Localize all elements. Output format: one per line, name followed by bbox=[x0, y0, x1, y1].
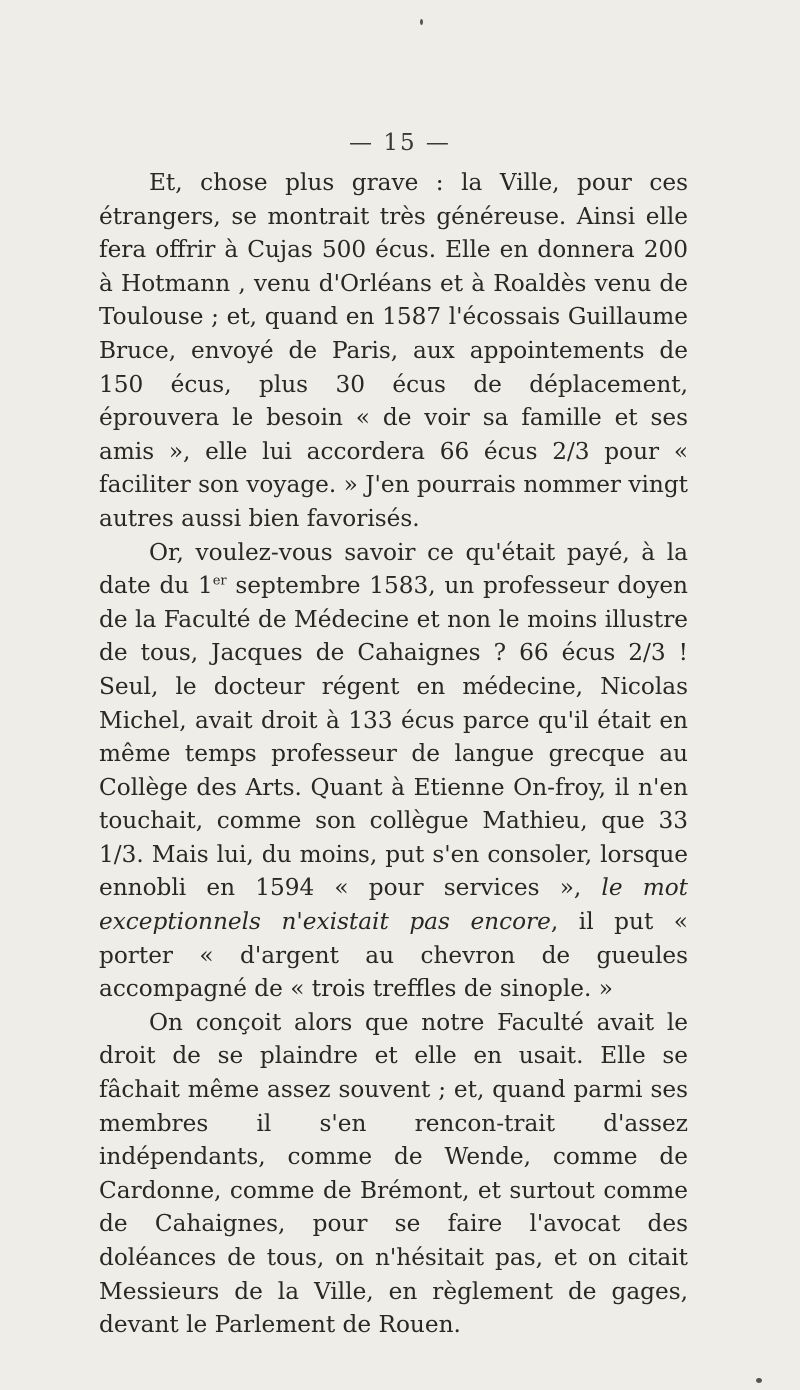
paragraph-2-middle: septembre 1583, un professeur doyen de la Faculté de Médecine et non le moins illustre de tous, Jacques de Cahaignes ? 66 écus 2/3 ! Seul, le docteur régent en médecine, Nicolas Michel, avait droit à 133 écus parce qu'il était en même temps professeur de langue grecque au Collège des Arts. Quant à Etienne On-froy, il n'en touchait, comme son collègue Mathieu, que 33 1/3. Mais lui, du moins, put s'en consoler, lorsque ennobli en 1594 « pour services », bbox=[99, 572, 688, 902]
paragraph-2 bbox=[99, 536, 688, 1006]
ordinal-superscript: er bbox=[212, 573, 227, 589]
page-number: — 15 — bbox=[349, 130, 451, 156]
paragraph-2-end: , il put « porter « d'argent au chevron de gueules accompagné de « trois treffles de sinople. » bbox=[99, 908, 688, 1003]
paragraph-2-italic: le mot exceptionnels n'existait pas encore bbox=[99, 874, 688, 936]
paragraph-3: On conçoit alors que notre Faculté avait le droit de se plaindre et elle en usait. Elle se fâchait même assez souvent ; et, quand parmi ses membres il s'en rencon-trait d'assez indépendants, comme de Wende, comme de Cardonne, comme de Brémont, et surtout comme de Cahaignes, pour se faire l'avocat des doléances de tous, on n'hésitait pas, et on citait Messieurs de la Ville, en règlement de gages, devant le Parlement de Rouen. bbox=[99, 1008, 688, 1339]
paragraph-2-start: Or, voulez-vous savoir ce qu'était payé, à la date du 1 bbox=[99, 538, 688, 600]
paper-speck bbox=[756, 1378, 762, 1383]
paragraph-1: Et, chose plus grave : la Ville, pour ces étrangers, se montrait très généreuse. Ainsi elle fera offrir à Cujas 500 écus. Elle en donnera 200 à Hotmann , venu d'Orléans et à Roaldès venu de Toulouse ; et, quand en 1587 l'écossais Guillaume Bruce, envoyé de Paris, aux appointements de 150 écus, plus 30 écus de déplacement, éprouvera le besoin « de voir sa famille et ses amis », elle lui accordera 66 écus 2/3 pour « faciliter son voyage. » J'en pourrais nommer vingt autres aussi bien favorisés. bbox=[99, 169, 688, 532]
body-text bbox=[99, 166, 688, 1342]
paper-speck bbox=[420, 19, 423, 25]
